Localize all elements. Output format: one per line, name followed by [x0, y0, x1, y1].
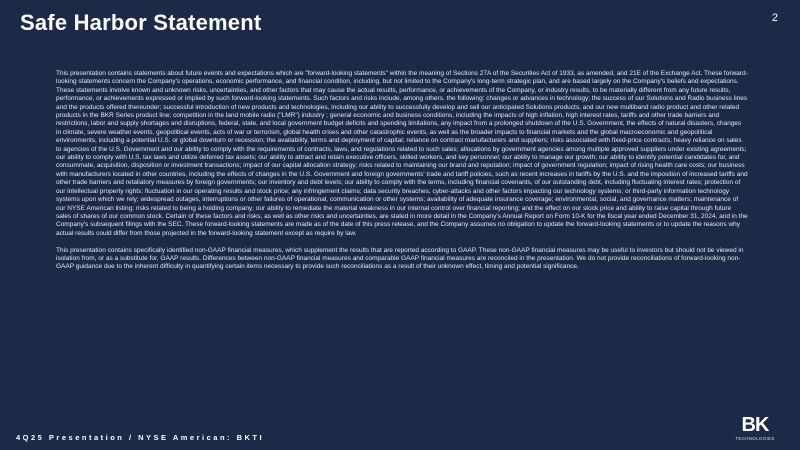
- logo-subtitle: TECHNOLOGIES: [735, 436, 775, 441]
- company-logo: [732, 415, 778, 441]
- logo-mark: BK: [741, 414, 769, 436]
- page-title: Safe Harbor Statement: [20, 10, 262, 35]
- page-number: 2: [771, 12, 778, 24]
- footer-label: 4Q25 Presentation / NYSE American: BKTI: [16, 433, 265, 442]
- non-gaap-paragraph: This presentation contains specifically identified non-GAAP financial measures, which supplement the results that are reported according to GAAP. These non-GAAP financial measures may be useful to investors but should not be viewed in isolation from, or as a substitute for, GAAP results. Differences between non-GAAP financial measures and comparable GAAP financial measures are reconciled in the presentation. We do not provide reconciliations of forward-looking non-GAAP guidance due to the inherent difficulty in quantifying certain items necessary to provide such reconciliations as a result of their unknown effect, timing and potential significance.: [56, 246, 744, 271]
- forward-looking-paragraph: This presentation contains statements about future events and expectations which are "forward-looking statements" within the meaning of Sections 27A of the Securities Act of 1933, as amended, and 21E of the Exchange Act. These forward-looking statements concern the Company's operations, economic performance, and financial condition, including, but not limited to the Company's long-term strategic plan, and are based largely on the Company's beliefs and expectations. These statements involve known and unknown risks, uncertainties, and other factors that may cause the actual results, performance, or achievements of the Company, or industry results, to be materially different from any future results, performance, or achievements expressed or implied by such forward-looking statements. Such factors and risks include, among others, the following: changes or advances in technology; the success of our Solutions and Radio business lines and the products offered thereunder; successful introduction of new products and technologies, including our ability to successfully develop and sell our anticipated Solutions products, and our new multiband radio product and other related products in the BKR Series product line; competition in the land mobile radio ("LMR") industry ; general economic and business conditions, including the impacts of high inflation, high interest rates, tariffs and other trade barriers and restrictions, labor and supply shortages and disruptions, federal, state, and local government budget deficits and spending limitations, any impact from a prolonged shutdown of the U.S. Government, the effects of natural disasters, changes in climate, severe weather events, geopolitical events, acts of war or terrorism, global health crises and other catastrophic events, as well as the broader impacts to financial markets and the global macroeconomic and geopolitical environments, including a potential U.S. or global downturn or recession; the availability, terms and deployment of capital; reliance on contract manufacturers and suppliers; risks associated with fixed-price contracts; heavy reliance on sales to agencies of the U.S. Government and our ability to comply with the requirements of contracts, laws, and regulations related to such sales; allocations by government agencies among multiple approved suppliers under existing agreements; our ability to comply with U.S. tax laws and utilize deferred tax assets; our ability to attract and retain executive officers, skilled workers, and key personnel; our ability to manage our growth; our ability to identify potential candidates for, and consummate, acquisition, disposition or investment transactions; impact of our capital allocation strategy; risks related to maintaining our brand and reputation; impact of government regulation; impact of rising health care costs; our business with manufacturers located in other countries, including the effects of changes in the U.S. Government and foreign governments' trade and tariff policies, such as recent increases in tariffs by the U.S. and the imposition of increased tariffs and other trade barriers and retaliatory measures by foreign governments; our inventory and debt levels; our ability to comply with the terms, including financial covenants, of our outstanding debt, including fluctuating interest rates; protection of our intellectual property rights; fluctuation in our operating results and stock price; any infringement claims; data security breaches, cyber-attacks and other factors impacting our technology systems; or third-party information technology systems upon which we rely; widespread outages, interruptions or other failures of operational, communication or other systems; availability of adequate insurance coverage; environmental, social, and governance matters; maintenance of our NYSE American listing; risks related to being a holding company; our ability to remediate the material weakness in our internal control over financial reporting; and the effect on our stock price and ability to raise capital through future sales of shares of our common stock. Certain of these factors and risks, as well as other risks and uncertainties, are stated in more detail in the Company's Annual Report on Form 10-K for the fiscal year ended December 31, 2024, and in the Company's subsequent filings with the SEC. These forward-looking statements are made as of the date of this press release, and the Company assumes no obligation to update the forward-looking statements or to update the reasons why actual results could differ from those projected in the forward-looking statement except as require by law.: [56, 70, 748, 237]
- disclaimer-body: [56, 70, 748, 280]
